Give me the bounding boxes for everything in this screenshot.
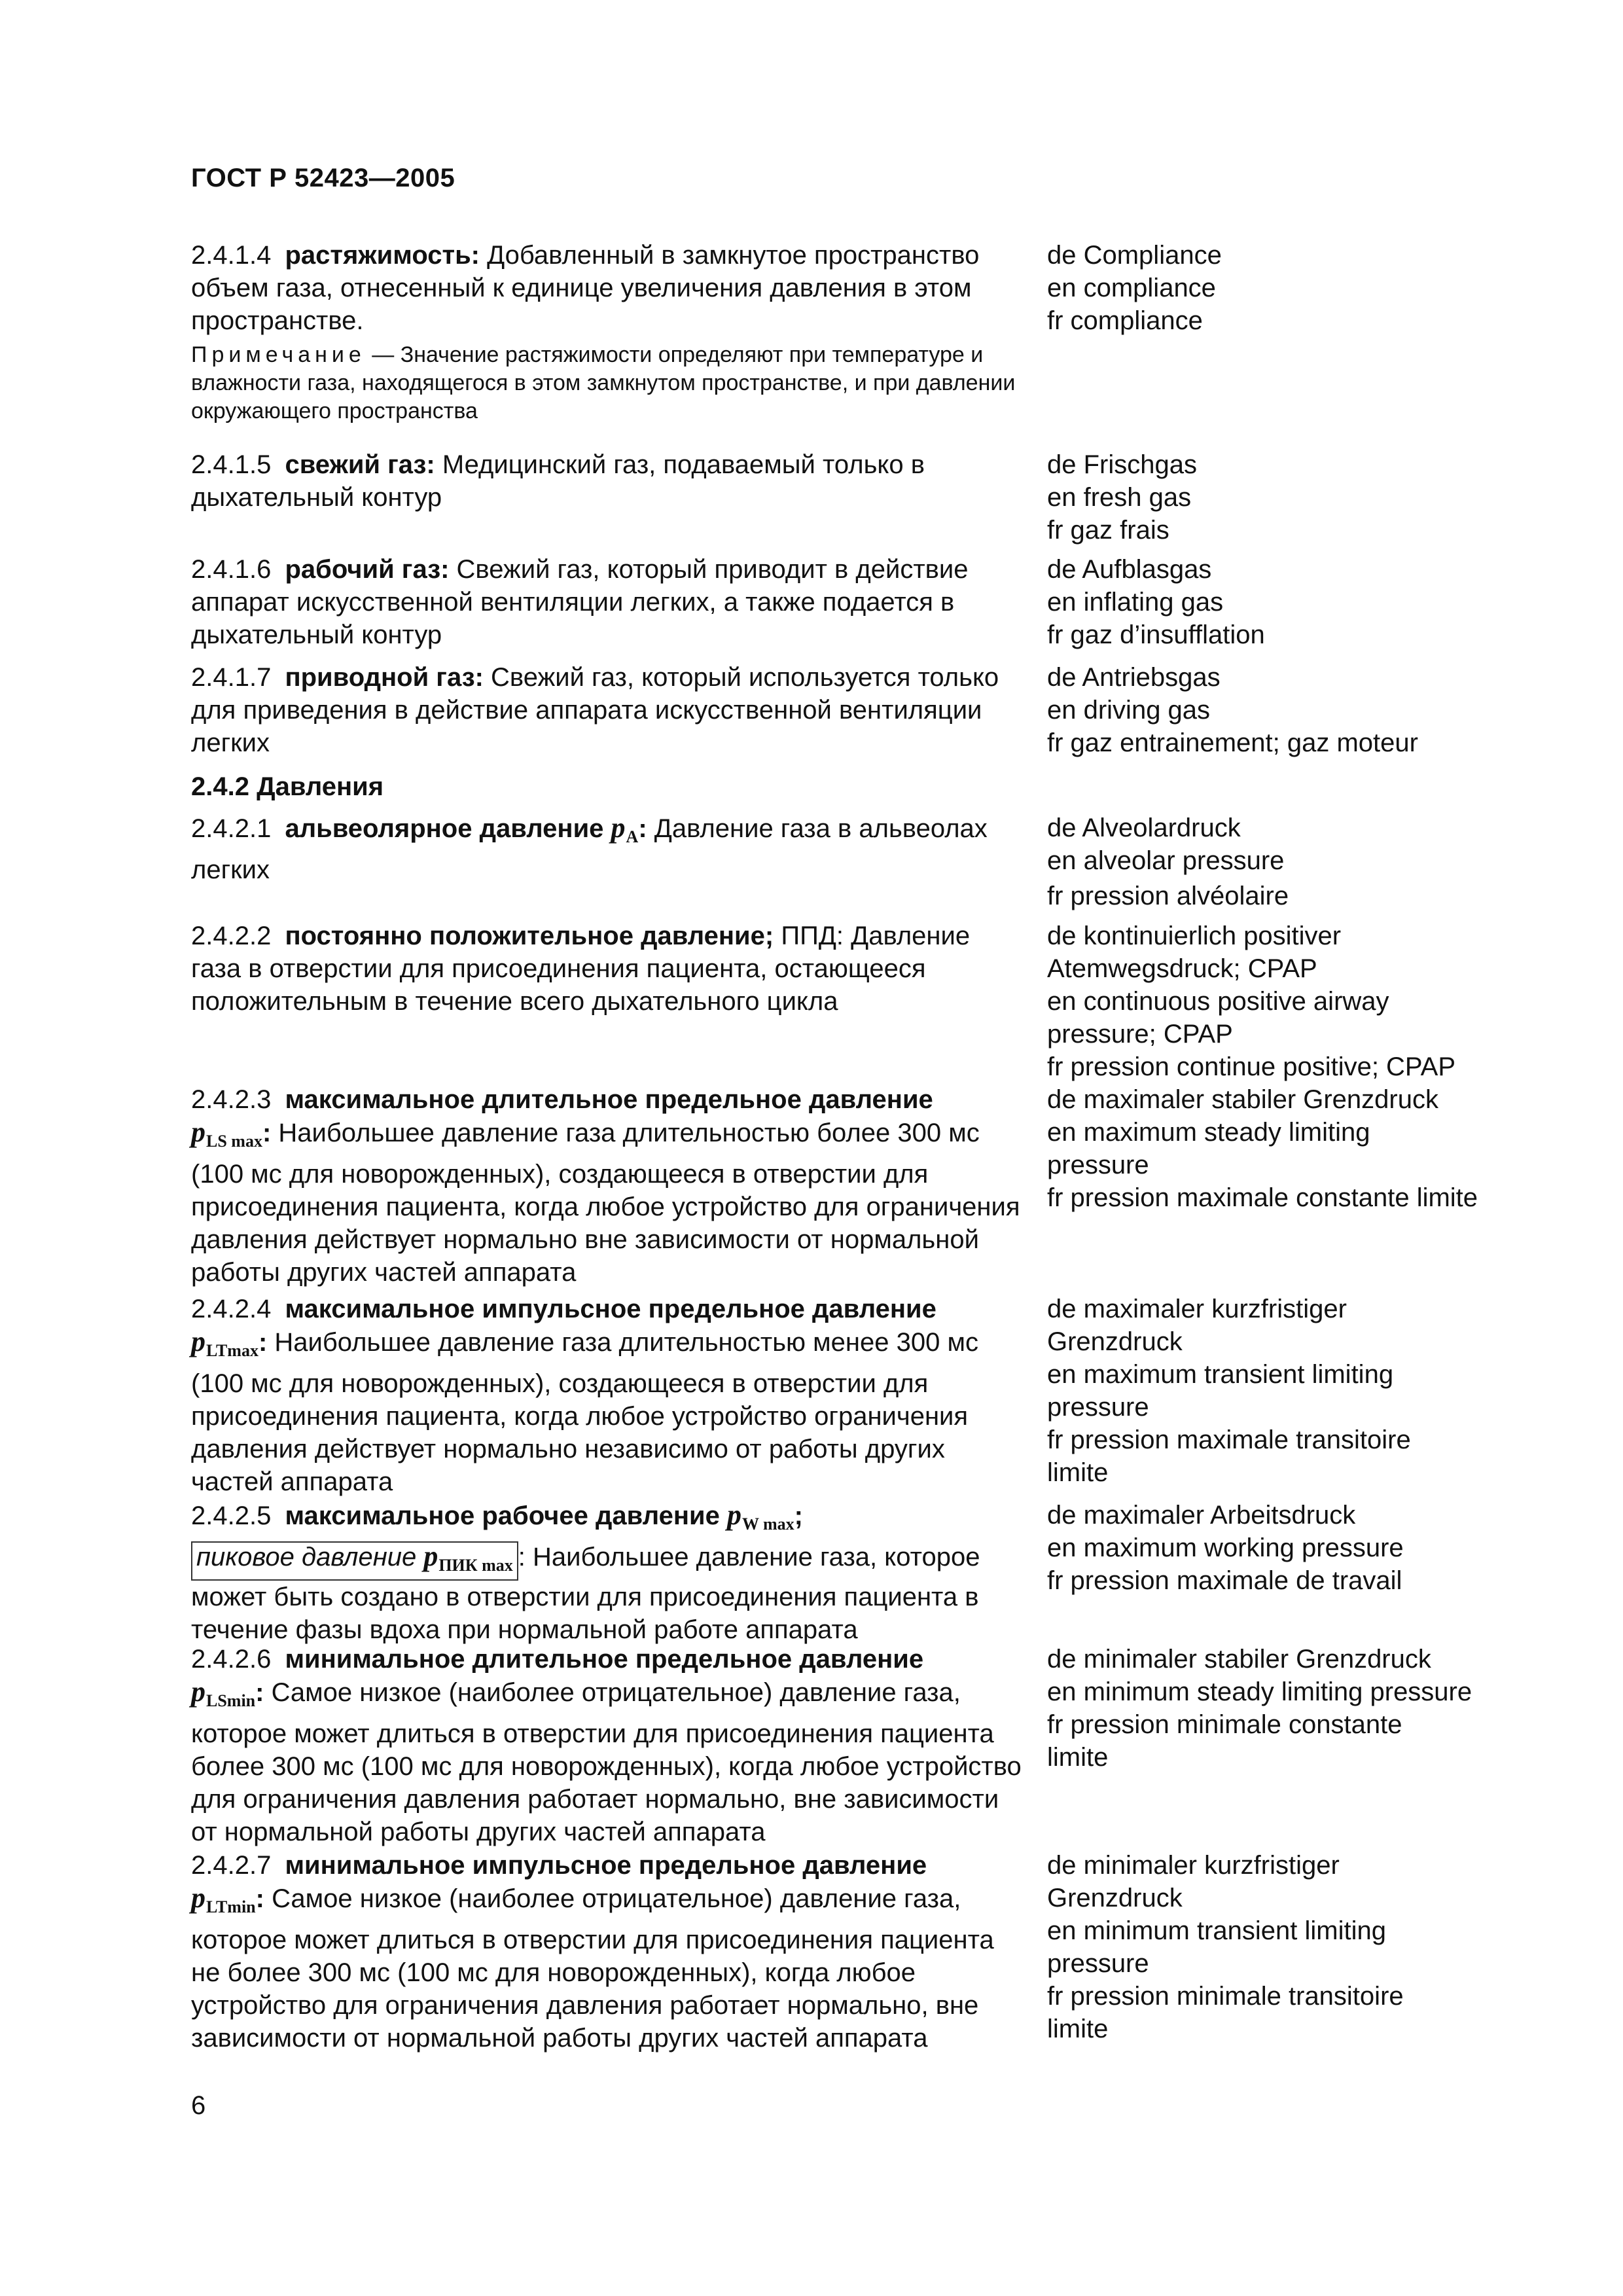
national-term-box: пиковое давление $p_{ПИК max}$ — [191, 1541, 518, 1581]
term-translations — [1047, 448, 1544, 547]
translation-fr: fr gaz d’insufflation — [1047, 620, 1265, 649]
definition-text: Свежий газ, который приводит в действие аппарат искусственной вентиляции легких, а также подается в дыхательный контур — [191, 555, 969, 649]
term-symbol: $p_{LTmax}$ — [191, 1325, 259, 1360]
term-translations — [1047, 553, 1544, 651]
term-name: максимальное рабочее давление — [285, 1501, 727, 1530]
term-name: постоянно положительное давление; — [285, 922, 774, 950]
term-number: 2.4.2.7 — [191, 1851, 272, 1880]
term-definition — [191, 553, 1022, 651]
translation-de: de Alveolardruck — [1047, 814, 1241, 842]
definition-text: Свежий газ, который используется только для приведения в действие аппарата искусственной вентиляции легких — [191, 663, 999, 757]
term-name: минимальное импульсное предельное давление — [285, 1851, 927, 1880]
translation-en: en compliance — [1047, 274, 1216, 302]
term-symbol: $p_{LTmin}$ — [191, 1882, 256, 1916]
term-translations — [1047, 812, 1544, 912]
definition-text: Медицинский газ, подаваемый только в дыхательный контур — [191, 450, 925, 512]
term-symbol: $p_A$ — [611, 812, 639, 846]
term-translations — [1047, 920, 1544, 1083]
translation-de: de Aufblasgas — [1047, 555, 1212, 584]
term-colon: : — [262, 1119, 272, 1147]
translation-de: de Antriebsgas — [1047, 663, 1221, 692]
term-definition — [191, 1499, 1022, 1646]
term-name: свежий газ: — [285, 450, 435, 479]
term-definition — [191, 1849, 1022, 2054]
term-translations — [1047, 661, 1544, 759]
term-definition — [191, 920, 1022, 1018]
translation-en: en minimum transient limiting pressure — [1047, 1916, 1386, 1978]
term-number: 2.4.2.4 — [191, 1295, 272, 1323]
note-text: — Значение растяжимости определяют при температуре и влажности газа, находящегося в этом замкнутом пространстве, и при давлении окружающего пространства — [191, 342, 1016, 423]
definition-text: ППД: Давление газа в отверстии для присоединения пациента, остающееся положительным в течение всего дыхательного цикла — [191, 922, 971, 1016]
term-definition — [191, 1293, 1022, 1498]
term-colon: ; — [794, 1501, 803, 1530]
translation-en: en maximum working pressure — [1047, 1534, 1404, 1562]
term-symbol: $p_{LSmin}$ — [191, 1676, 256, 1710]
translation-en: en driving gas — [1047, 696, 1211, 725]
translation-de: de maximaler Arbeitsdruck — [1047, 1501, 1356, 1530]
definition-text: Наибольшее давление газа длительностью менее 300 мс (100 мс для новорожденных), создающееся в отверстии для присоединения пациента, когда любое устройство ограничения давления действует нормально независимо от работы других частей аппарата — [191, 1328, 978, 1496]
translation-fr: fr gaz entrainement; gaz moteur — [1047, 728, 1418, 757]
translation-de: de Compliance — [1047, 241, 1222, 270]
document-header: ГОСТ Р 52423—2005 — [191, 164, 455, 192]
term-translations — [1047, 1083, 1544, 1214]
translation-de: de minimaler kurzfristiger Grenzdruck — [1047, 1851, 1340, 1912]
term-name: растяжимость: — [285, 241, 480, 270]
term-translations — [1047, 1293, 1544, 1489]
translation-en: en maximum transient limiting pressure — [1047, 1360, 1394, 1422]
translation-fr: fr pression alvéolaire — [1047, 882, 1289, 910]
translation-de: de maximaler stabiler Grenzdruck — [1047, 1085, 1438, 1114]
term-definition — [191, 239, 1022, 425]
term-number: 2.4.2.6 — [191, 1645, 272, 1674]
definition-text: Самое низкое (наиболее отрицательное) давление газа, которое может длиться в отверстии для присоединения пациента более 300 мс (100 мс для новорожденных), когда любое устройство для ограничения давления работает нормально, вне зависимости от нормальной работы других частей аппарата — [191, 1678, 1022, 1846]
term-symbol: $p_{W max}$ — [726, 1499, 794, 1534]
translation-fr: fr pression maximale constante limite — [1047, 1183, 1478, 1212]
translation-en: en inflating gas — [1047, 588, 1224, 617]
term-translations — [1047, 239, 1544, 337]
note-label: Примечание — [191, 342, 366, 367]
term-colon: : — [258, 1328, 268, 1357]
definition-text: Наибольшее давление газа длительностью более 300 мс (100 мс для новорожденных), создающееся в отверстии для присоединения пациента, когда любое устройство для ограничения давления действует нормально вне зависимости от нормальной работы других частей аппарата — [191, 1119, 1020, 1287]
definition-text: : Наибольшее давление газа, которое может быть создано в отверстии для присоединения пациента в течение фазы вдоха при нормальной работе аппарата — [191, 1543, 980, 1644]
term-note — [191, 341, 1022, 425]
term-definition — [191, 1083, 1022, 1289]
page-number: 6 — [191, 2091, 206, 2120]
term-number: 2.4.2.2 — [191, 922, 272, 950]
term-name: максимальное импульсное предельное давление — [285, 1295, 936, 1323]
term-definition — [191, 1643, 1022, 1848]
term-name: рабочий газ: — [285, 555, 450, 584]
term-number: 2.4.2.1 — [191, 814, 272, 843]
term-number: 2.4.1.5 — [191, 450, 272, 479]
term-definition — [191, 812, 1022, 886]
term-number: 2.4.1.4 — [191, 241, 272, 270]
term-colon: : — [638, 814, 647, 843]
term-number: 2.4.2.5 — [191, 1501, 272, 1530]
translation-fr: fr compliance — [1047, 306, 1203, 335]
translation-en: en continuous positive airway pressure; CPAP — [1047, 987, 1389, 1049]
term-definition — [191, 661, 1022, 759]
translation-fr: fr pression minimale constante limite — [1047, 1710, 1402, 1772]
term-number: 2.4.2.3 — [191, 1085, 272, 1114]
term-translations — [1047, 1499, 1544, 1597]
definition-text: Давление газа в альвеолах легких — [191, 814, 988, 884]
definition-text: Самое низкое (наиболее отрицательное) давление газа, которое может длиться в отверстии для присоединения пациента не более 300 мс (100 мс для новорожденных), когда любое устройство для ограничения давления работает нормально, вне зависимости от нормальной работы других частей аппарата — [191, 1884, 994, 2053]
translation-fr: fr pression maximale de travail — [1047, 1566, 1402, 1595]
term-symbol: $p_{LS max}$ — [191, 1116, 262, 1151]
term-number: 2.4.1.7 — [191, 663, 272, 692]
term-colon: : — [255, 1678, 264, 1707]
term-translations — [1047, 1849, 1544, 2045]
term-translations — [1047, 1643, 1544, 1774]
translation-en: en maximum steady limiting pressure — [1047, 1118, 1370, 1179]
translation-de: de minimaler stabiler Grenzdruck — [1047, 1645, 1431, 1674]
translation-fr: fr pression continue positive; CPAP — [1047, 1052, 1456, 1081]
term-number: 2.4.1.6 — [191, 555, 272, 584]
translation-fr: fr pression maximale transitoire limite — [1047, 1426, 1411, 1487]
translation-de: de kontinuierlich positiver Atemwegsdruck; CPAP — [1047, 922, 1342, 983]
translation-en: en fresh gas — [1047, 483, 1192, 512]
section-title: 2.4.2 Давления — [191, 772, 384, 801]
term-definition — [191, 448, 1022, 514]
translation-fr: fr gaz frais — [1047, 516, 1169, 545]
term-name: минимальное длительное предельное давление — [285, 1645, 924, 1674]
translation-en: en alveolar pressure — [1047, 846, 1285, 875]
term-name: максимальное длительное предельное давление — [285, 1085, 933, 1114]
translation-fr: fr pression minimale transitoire limite — [1047, 1982, 1404, 2043]
boxed-symbol: $p_{ПИК max}$ — [423, 1540, 513, 1575]
translation-en: en minimum steady limiting pressure — [1047, 1677, 1472, 1706]
term-colon: : — [255, 1884, 264, 1913]
translation-de: de Frischgas — [1047, 450, 1197, 479]
definition-text: Добавленный в замкнутое пространство объем газа, отнесенный к единице увеличения давления в этом пространстве. — [191, 241, 980, 335]
term-name: приводной газ: — [285, 663, 484, 692]
term-name: альвеолярное давление — [285, 814, 611, 843]
translation-de: de maximaler kurzfristiger Grenzdruck — [1047, 1295, 1347, 1356]
